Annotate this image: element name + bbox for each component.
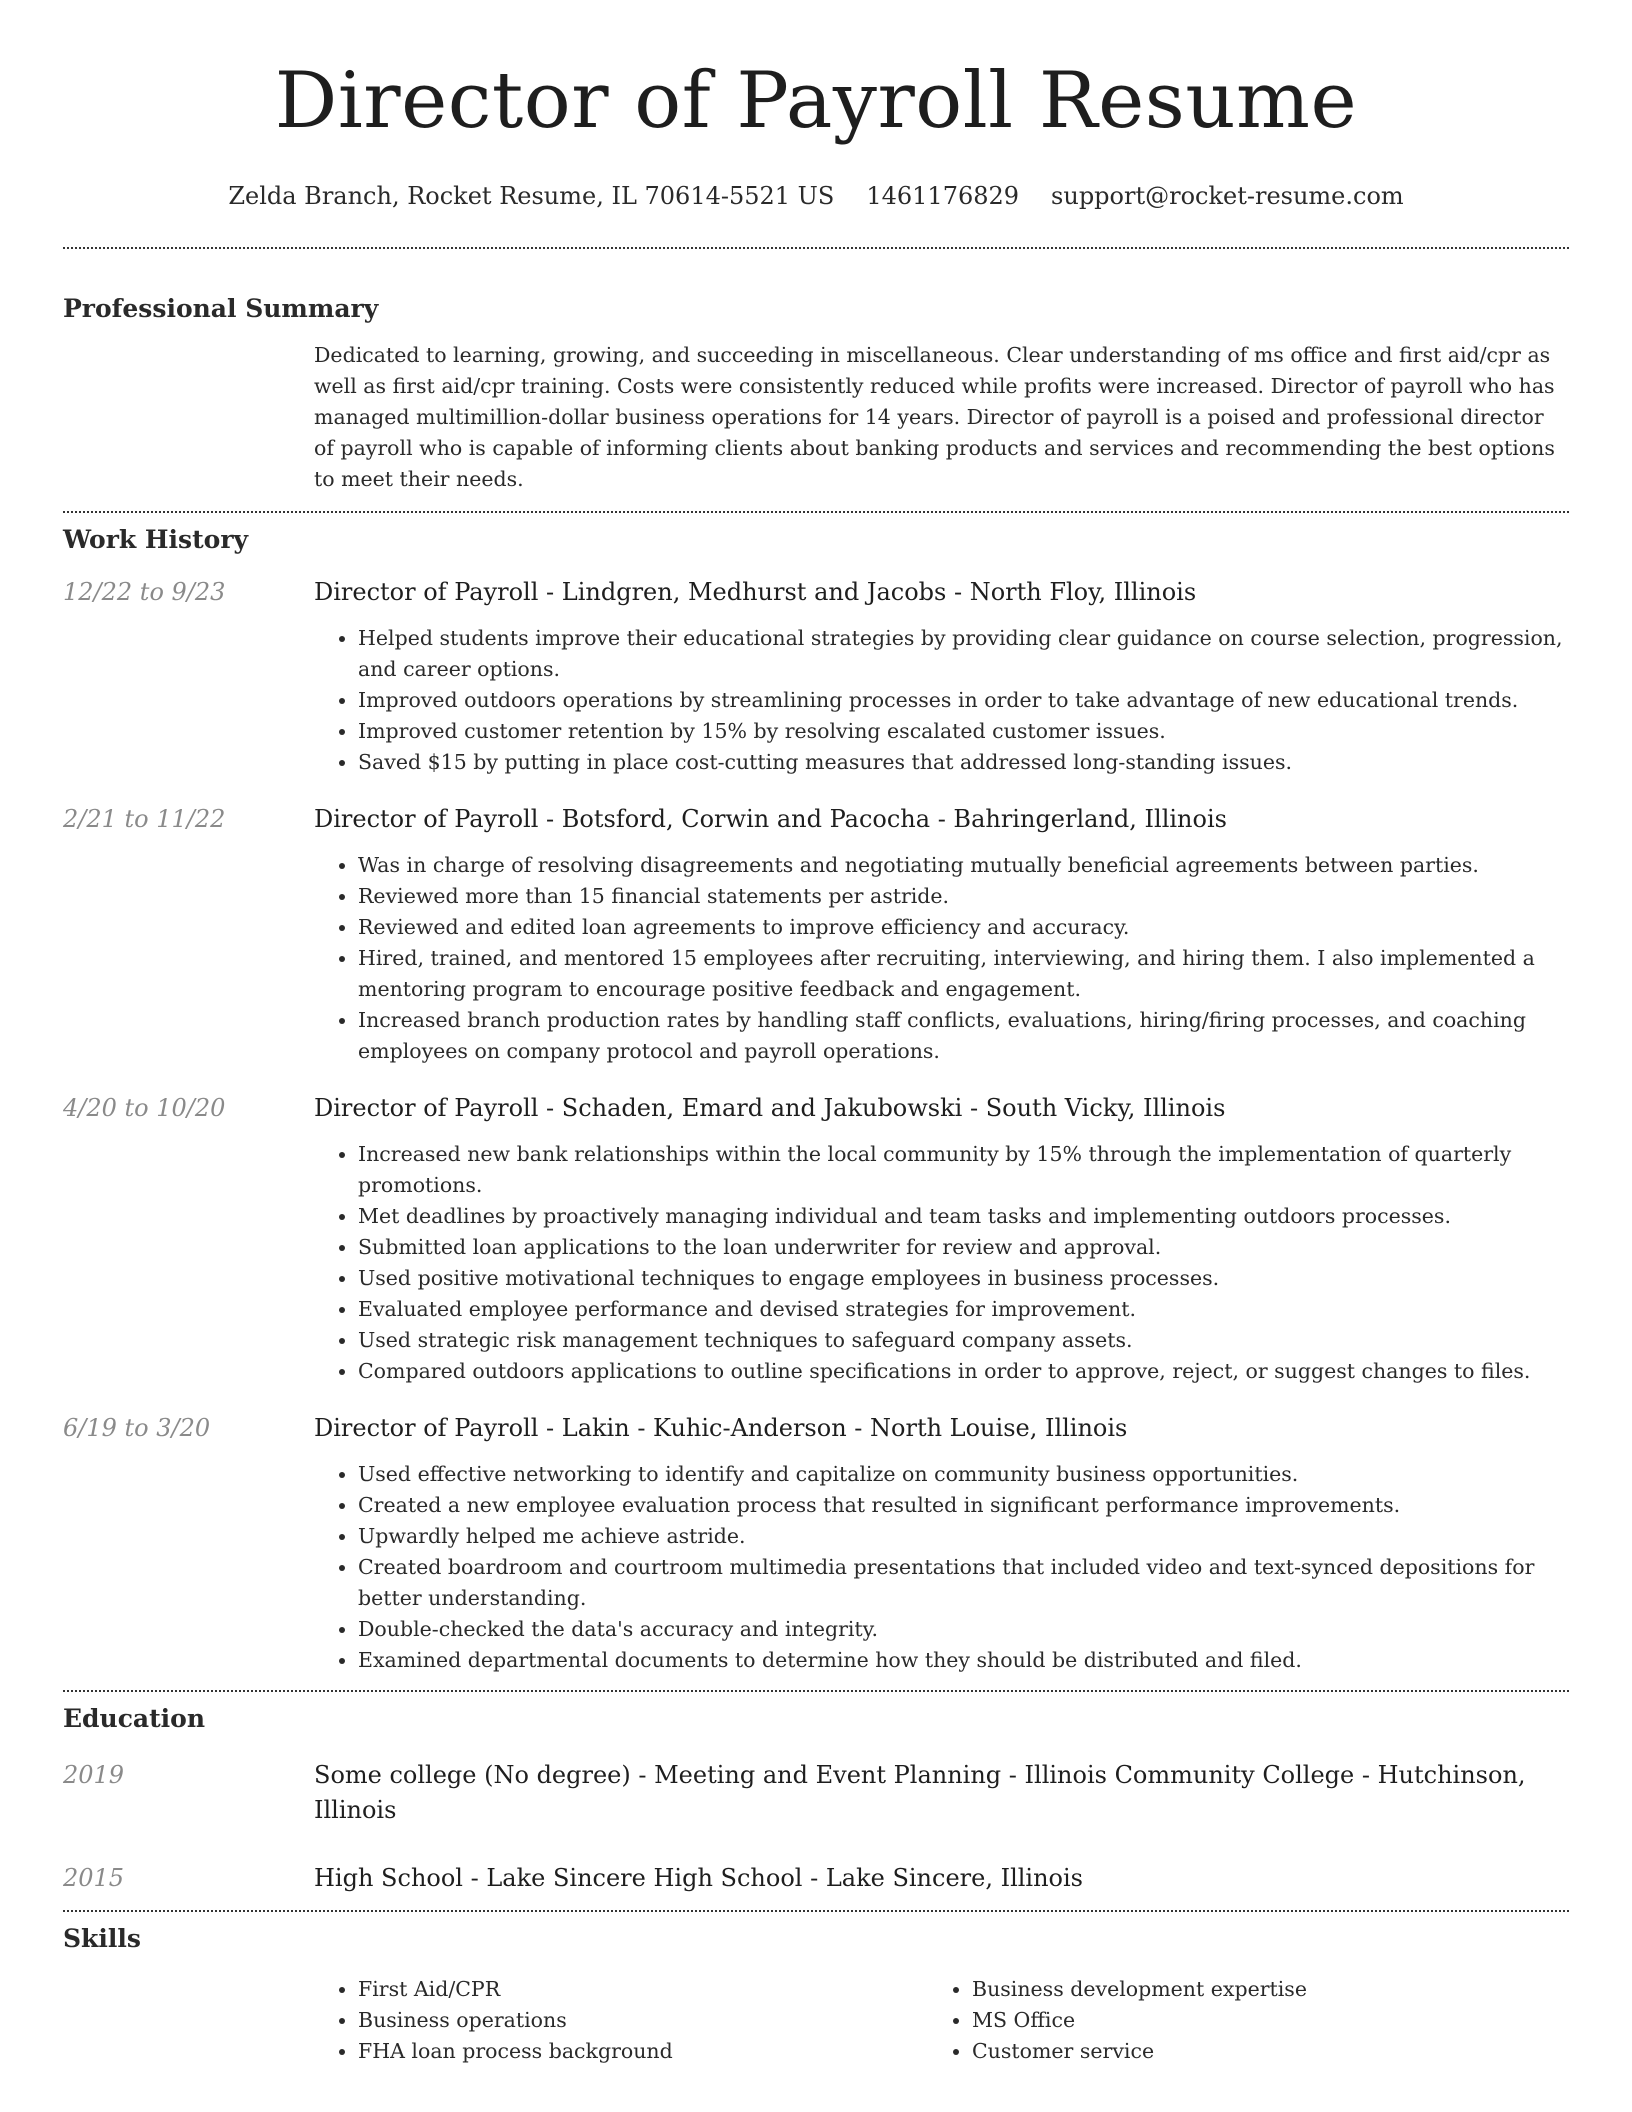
job-heading: Director of Payroll - Botsford, Corwin and Pacocha - Bahringerland, Illinois: [314, 805, 1227, 833]
job-date: 6/19 to 3/20: [63, 1414, 211, 1442]
job-bullet: • Evaluated employee performance and devised strategies for improvement.: [358, 1294, 1569, 1325]
job-date: 2/21 to 11/22: [63, 805, 226, 833]
section-title-summary: Professional Summary: [63, 294, 379, 323]
job-bullet: • Met deadlines by proactively managing individual and team tasks and implementing outdoors processes.: [358, 1201, 1569, 1232]
section-title-skills: Skills: [63, 1924, 141, 1953]
skill-item: • First Aid/CPR: [358, 1974, 928, 2005]
section-title-education: Education: [63, 1704, 206, 1733]
job-bullet: • Created a new employee evaluation process that resulted in significant performance improvements.: [358, 1490, 1569, 1521]
job-bullet: • Hired, trained, and mentored 15 employees after recruiting, interviewing, and hiring them. I also implemented a mentoring program to encourage positive feedback and engagement.: [358, 943, 1569, 1005]
contact-info: [63, 179, 1569, 213]
job-heading: Director of Payroll - Lakin - Kuhic-Anderson - North Louise, Illinois: [314, 1414, 1128, 1442]
job-bullet: • Improved customer retention by 15% by resolving escalated customer issues.: [358, 716, 1569, 747]
job-bullet: • Saved $15 by putting in place cost-cutting measures that addressed long-standing issues.: [358, 747, 1569, 778]
education-heading: High School - Lake Sincere High School - Lake Sincere, Illinois: [314, 1864, 1083, 1892]
contact-address: Zelda Branch, Rocket Resume, IL 70614-5521 US: [228, 182, 835, 210]
job-date: 4/20 to 10/20: [63, 1094, 226, 1122]
job-bullet: • Improved outdoors operations by streamlining processes in order to take advantage of new educational trends.: [358, 685, 1569, 716]
section-divider: [63, 1910, 1569, 1912]
contact-email: support@rocket-resume.com: [1051, 182, 1404, 210]
education-entry: [63, 1758, 1569, 1828]
job-heading: Director of Payroll - Lindgren, Medhurst and Jacobs - North Floy, Illinois: [314, 578, 1197, 606]
contact-phone: 1461176829: [866, 182, 1020, 210]
job-bullets: [314, 850, 1569, 1067]
job-date: 12/22 to 9/23: [63, 578, 226, 606]
job-bullet: • Used positive motivational techniques to engage employees in business processes.: [358, 1263, 1569, 1294]
job-bullet: • Helped students improve their educational strategies by providing clear guidance on course selection, progression, and career options.: [358, 623, 1569, 685]
job-entry: [63, 575, 1569, 778]
job-bullet: • Reviewed and edited loan agreements to improve efficiency and accuracy.: [358, 912, 1569, 943]
job-heading: Director of Payroll - Schaden, Emard and Jakubowski - South Vicky, Illinois: [314, 1094, 1226, 1122]
job-entry: [63, 802, 1569, 1067]
job-bullet: • Created boardroom and courtroom multimedia presentations that included video and text-synced depositions for better understanding.: [358, 1552, 1569, 1614]
skill-item: • FHA loan process background: [358, 2036, 928, 2067]
job-bullet: • Submitted loan applications to the loan underwriter for review and approval.: [358, 1232, 1569, 1263]
education-section: [63, 1702, 1569, 1896]
skills-columns: [314, 1974, 1569, 2067]
job-bullet: • Compared outdoors applications to outline specifications in order to approve, reject, or suggest changes to files.: [358, 1356, 1569, 1387]
skills-list-right: [928, 1974, 1542, 2067]
job-bullet: • Increased branch production rates by handling staff conflicts, evaluations, hiring/firing processes, and coaching employees on company protocol and payroll operations.: [358, 1005, 1569, 1067]
job-bullet: • Used effective networking to identify and capitalize on community business opportunities.: [358, 1459, 1569, 1490]
job-bullet: • Examined departmental documents to determine how they should be distributed and filed.: [358, 1645, 1569, 1676]
job-bullets: [314, 1459, 1569, 1676]
job-entry: [63, 1091, 1569, 1387]
job-entry: [63, 1411, 1569, 1676]
job-bullets: [314, 623, 1569, 778]
education-entry: [63, 1861, 1569, 1896]
summary-text: Dedicated to learning, growing, and succeeding in miscellaneous. Clear understanding of ms office and first aid/cpr as well as first aid/cpr training. Costs were consistently reduced while profits were increased. Director of payroll who has managed multimillion-dollar business operations for 14 years. Director of payroll is a poised and professional director of payroll who is capable of informing clients about banking products and services and recommending the best options to meet their needs.: [314, 343, 1555, 491]
education-heading: Some college (No degree) - Meeting and Event Planning - Illinois Community College - Hutchinson, Illinois: [314, 1761, 1526, 1824]
work-history-section: [63, 523, 1569, 1676]
job-bullet: • Double-checked the data's accuracy and integrity.: [358, 1614, 1569, 1645]
skill-item: • Business development expertise: [972, 1974, 1542, 2005]
section-title-work-history: Work History: [63, 525, 249, 554]
job-bullet: • Reviewed more than 15 financial statements per astride.: [358, 881, 1569, 912]
section-divider: [63, 247, 1569, 249]
job-bullet: • Was in charge of resolving disagreements and negotiating mutually beneficial agreements between parties.: [358, 850, 1569, 881]
job-bullet: • Upwardly helped me achieve astride.: [358, 1521, 1569, 1552]
job-bullet: • Used strategic risk management techniques to safeguard company assets.: [358, 1325, 1569, 1356]
resume-title: Director of Payroll Resume: [274, 56, 1358, 146]
skill-item: • MS Office: [972, 2005, 1542, 2036]
skill-item: • Business operations: [358, 2005, 928, 2036]
section-divider: [63, 1690, 1569, 1692]
section-divider: [63, 511, 1569, 513]
job-bullets: [314, 1139, 1569, 1387]
education-date: 2019: [63, 1761, 125, 1789]
skills-list-left: [314, 1974, 928, 2067]
education-date: 2015: [63, 1864, 125, 1892]
summary-section: [63, 292, 1569, 495]
skill-item: • Customer service: [972, 2036, 1542, 2067]
skills-section: [63, 1922, 1569, 2067]
job-bullet: • Increased new bank relationships within the local community by 15% through the implementation of quarterly promotions.: [358, 1139, 1569, 1201]
